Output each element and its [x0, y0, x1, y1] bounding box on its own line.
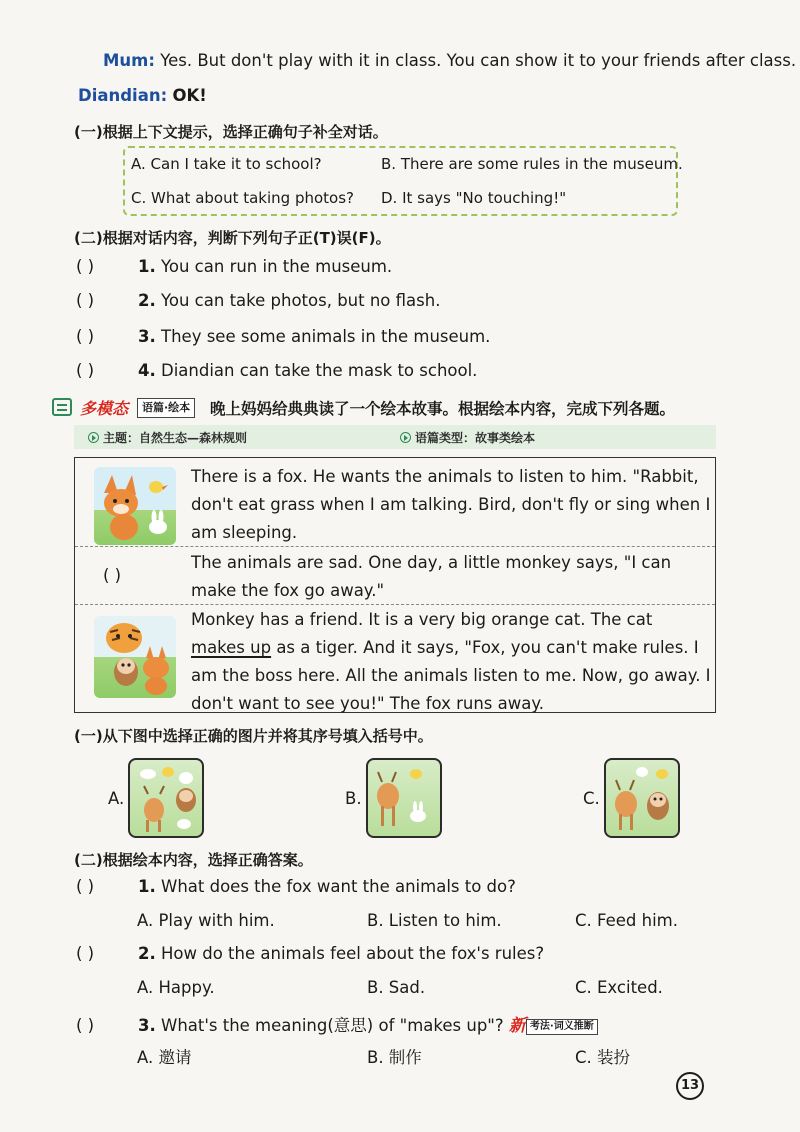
tiger-monkey-fox-picture — [94, 616, 176, 698]
story-paragraph-2: The animals are sad. One day, a little monkey says, "I can make the fox go away." — [191, 553, 672, 600]
part2-instruction: (二)根据对话内容，判断下列句子正(T)误(F)。 — [74, 229, 391, 247]
section-tag: 多模态 — [80, 399, 129, 418]
answer-blank[interactable]: ( ) — [76, 291, 95, 310]
tf-item-1 — [76, 257, 392, 276]
tf-item-2 — [76, 291, 440, 310]
section-box-label: 语篇·绘本 — [137, 398, 195, 418]
picture-a[interactable] — [128, 758, 204, 838]
page-number: 13 — [676, 1072, 704, 1100]
new-badge: 新 — [508, 1016, 526, 1036]
story-text-end: as a tiger. And it says, "Fox, you can't make rules. I am the boss here. All the animals listen to me. Now, go away. I don't want to see you!" The fox runs away. — [191, 638, 711, 713]
topic-label — [88, 429, 247, 446]
options-box — [123, 146, 683, 216]
diandian-text: OK! — [172, 86, 207, 105]
diandian-speaker: Diandian: — [78, 86, 168, 105]
answer-blank[interactable]: ( ) — [76, 361, 95, 380]
question-number: 2. — [138, 944, 156, 963]
topic-bar — [74, 425, 716, 449]
picture-b[interactable] — [366, 758, 442, 838]
mc-question-1 — [76, 877, 516, 896]
item-number: 2. — [138, 291, 156, 310]
topic-text: 主题：自然生态—森林规则 — [103, 431, 248, 445]
story-paragraph-1: There is a fox. He wants the animals to listen to him. "Rabbit, don't eat grass when I am talking. Bird, don't fly or sing when I am sleeping. — [191, 467, 711, 542]
diandian-line — [78, 86, 207, 105]
item-number: 4. — [138, 361, 156, 380]
answer-blank[interactable]: ( ) — [76, 944, 95, 963]
answer-blank[interactable]: ( ) — [76, 1016, 95, 1035]
fox-picture — [94, 467, 176, 545]
q1-option-a: A. Play with him. — [137, 911, 275, 930]
story-text-start: Monkey has a friend. It is a very big orange cat. The cat — [191, 610, 653, 629]
genre-label — [400, 429, 535, 446]
mc-question-3 — [76, 1011, 598, 1036]
q3-option-c: C. 装扮 — [575, 1048, 631, 1067]
question-text: How do the animals feel about the fox's rules? — [161, 944, 545, 963]
mum-text: Yes. But don't play with it in class. You can show it to your friends after class. — [160, 51, 797, 70]
tf-item-4 — [76, 361, 477, 380]
play-icon — [88, 432, 99, 443]
item-text: You can take photos, but no flash. — [161, 291, 441, 310]
question-number: 3. — [138, 1016, 156, 1035]
q2-option-b: B. Sad. — [367, 978, 426, 997]
answer-blank[interactable]: ( ) — [76, 257, 95, 276]
part3-instruction: (一)从下图中选择正确的图片并将其序号填入括号中。 — [74, 727, 433, 745]
q2-option-c: C. Excited. — [575, 978, 663, 997]
q1-option-c: C. Feed him. — [575, 911, 678, 930]
question-text: What does the fox want the animals to do? — [161, 877, 516, 896]
play-icon — [400, 432, 411, 443]
item-text: You can run in the museum. — [161, 257, 393, 276]
option-c: C. What about taking photos? — [131, 189, 355, 207]
story-divider — [75, 604, 715, 605]
item-text: They see some animals in the museum. — [161, 327, 491, 346]
picture-label-c: C. — [583, 789, 600, 808]
mum-line — [103, 51, 796, 70]
mum-speaker: Mum: — [103, 51, 155, 70]
q3-option-b: B. 制作 — [367, 1048, 422, 1067]
answer-blank[interactable]: ( ) — [76, 877, 95, 896]
q1-option-b: B. Listen to him. — [367, 911, 502, 930]
option-a: A. Can I take it to school? — [131, 155, 322, 173]
picture-label-a: A. — [108, 789, 125, 808]
q3-option-a: A. 邀请 — [137, 1048, 192, 1067]
item-number: 1. — [138, 257, 156, 276]
list-icon — [52, 398, 72, 416]
picture-c[interactable] — [604, 758, 680, 838]
picture-label-b: B. — [345, 789, 362, 808]
item-number: 3. — [138, 327, 156, 346]
story-paragraph-3 — [191, 606, 711, 718]
question-text: What's the meaning(意思) of "makes up"? — [161, 1016, 504, 1035]
q2-option-a: A. Happy. — [137, 978, 215, 997]
story-underlined-phrase: makes up — [191, 638, 272, 657]
genre-text: 语篇类型：故事类绘本 — [415, 431, 536, 445]
answer-blank[interactable]: ( ) — [76, 327, 95, 346]
item-text: Diandian can take the mask to school. — [161, 361, 478, 380]
part1-instruction: (一)根据上下文提示，选择正确句子补全对话。 — [74, 123, 388, 141]
story-blank[interactable]: ( ) — [103, 566, 122, 585]
section-intro: 晚上妈妈给典典读了一个绘本故事。根据绘本内容，完成下列各题。 — [210, 400, 676, 418]
part4-instruction: (二)根据绘本内容，选择正确答案。 — [74, 851, 313, 869]
new-method-tag: 考法·词义推断 — [526, 1019, 598, 1035]
story-divider — [75, 546, 715, 547]
option-d: D. It says "No touching!" — [381, 189, 567, 207]
tf-item-3 — [76, 327, 490, 346]
story-box — [74, 457, 716, 713]
mc-question-2 — [76, 944, 544, 963]
option-b: B. There are some rules in the museum. — [381, 155, 683, 173]
question-number: 1. — [138, 877, 156, 896]
